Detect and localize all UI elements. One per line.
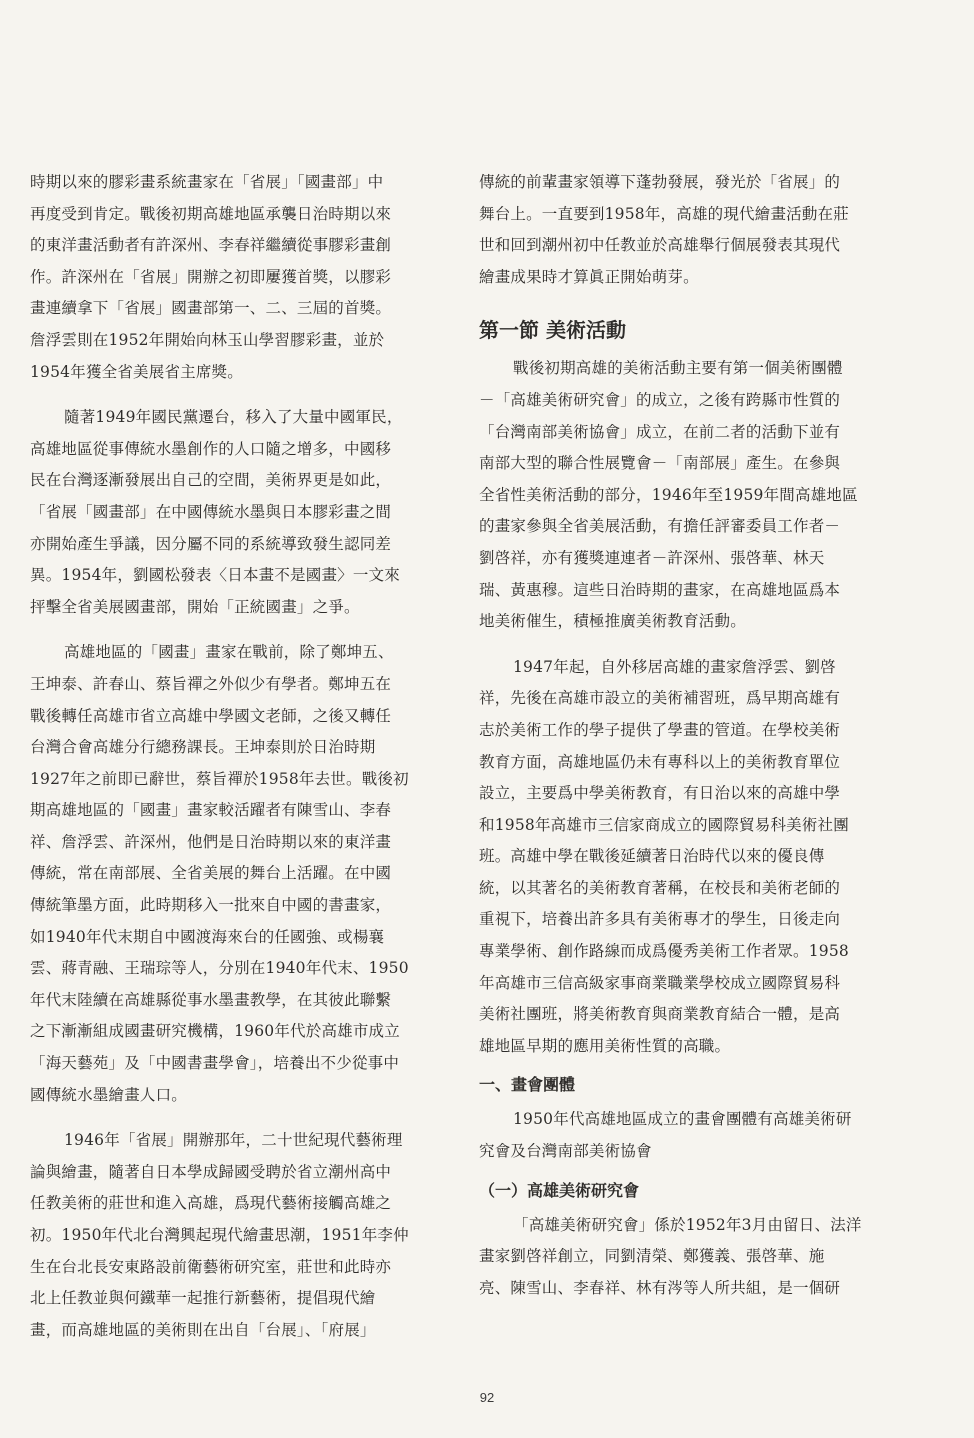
right-column (479, 167, 883, 1304)
text-line: 雲、蔣青融、王瑞琮等人，分別在1940年代末、1950 (30, 959, 409, 978)
text-line: 舞台上。一直要到1958年，高雄的現代繪畫活動在莊 (479, 204, 849, 223)
text-line: 重視下，培養出許多具有美術專才的學生，日後走向 (479, 910, 841, 929)
text-line: 抨擊全省美展國畫部，開始「正統國畫」之爭。 (30, 597, 360, 616)
text-line: 1950年代高雄地區成立的畫會團體有高雄美術研 (513, 1110, 852, 1129)
text-line: 統，以其著名的美術教育著稱，在校長和美術老師的 (479, 878, 841, 897)
paragraph-2 (30, 402, 432, 623)
text-line: 美術社團班，將美術教育與商業教育結合一體，是高 (479, 1005, 841, 1024)
text-line: 任教美術的莊世和進入高雄，爲現代藝術接觸高雄之 (30, 1194, 392, 1213)
text-line: 的畫家參與全省美展活動，有擔任評審委員工作者－ (479, 517, 841, 536)
text-line: 初。1950年代北台灣興起現代繪畫思潮，1951年李仲 (30, 1226, 409, 1244)
text-line: 世和回到潮州初中任教並於高雄舉行個展發表其現代 (479, 236, 841, 255)
text-line: 瑞、黃惠穆。這些日治時期的畫家，在高雄地區爲本 (479, 580, 841, 599)
text-line: 亦開始產生爭議，因分屬不同的系統導致發生認同差 (30, 534, 392, 553)
text-line: 畫連續拿下「省展」國畫部第一、二、三屆的首獎。 (30, 299, 392, 318)
subsubsection-heading: （一）高雄美術研究會 (479, 1180, 640, 1200)
text-line: 國傳統水墨繪畫人口。 (30, 1085, 188, 1104)
text-line: 民在台灣逐漸發展出自己的空間，美術界更是如此， (30, 471, 392, 490)
text-line: 隨著1949年國民黨遷台，移入了大量中國軍民， (64, 408, 403, 427)
subsection-heading: 一、畫會團體 (479, 1075, 576, 1095)
text-line: 期高雄地區的「國畫」畫家較活躍者有陳雪山、李春 (30, 801, 392, 820)
text-line: 繪畫成果時才算眞正開始萌芽。 (479, 267, 699, 286)
continued-paragraph (479, 167, 883, 293)
text-line: 「海天藝苑」及「中國書畫學會」，培養出不少從事中 (30, 1054, 400, 1073)
text-line: 北上任教並與何鐵華一起推行新藝術，提倡現代繪 (30, 1289, 376, 1308)
text-line: 傳統筆墨方面，此時期移入一批來自中國的書畫家， (30, 896, 392, 915)
paragraph-1 (30, 167, 432, 388)
text-line: 「高雄美術研究會」係於1952年3月由留日、法洋 (513, 1215, 862, 1234)
paragraph-gap (30, 1111, 432, 1125)
text-line: 高雄地區從事傳統水墨創作的人口隨之增多，中國移 (30, 439, 392, 458)
text-line: 傳統的前輩畫家領導下蓬勃發展，發光於「省展」的 (479, 173, 841, 191)
text-line: 高雄地區的「國畫」畫家在戰前，除了鄭坤五、 (64, 643, 394, 662)
text-line: 亮、陳雪山、李春祥、林有涔等人所共組，是一個研 (479, 1278, 841, 1297)
subsubsection-paragraph (479, 1210, 883, 1305)
text-line: 「台灣南部美術協會」成立，在前二者的活動下並有 (479, 422, 841, 441)
text-line: 異。1954年，劉國松發表〈日本畫不是國畫〉一文來 (30, 566, 400, 585)
text-line: 如1940年代末期自中國渡海來台的任國強、或楊襄 (30, 927, 385, 946)
section-paragraph-1 (479, 353, 883, 637)
text-line: 1927年之前即已辭世，蔡旨禪於1958年去世。戰後初 (30, 769, 409, 788)
text-line: 「省展「國畫部」在中國傳統水墨與日本膠彩畫之間 (30, 502, 392, 521)
text-line: 傳統，常在南部展、全省美展的舞台上活躍。在中國 (30, 864, 392, 883)
text-line: 論與繪畫，隨著自日本學成歸國受聘於省立潮州高中 (30, 1162, 392, 1181)
text-line: 雄地區早期的應用美術性質的高職。 (479, 1036, 731, 1055)
paragraph-4 (30, 1125, 432, 1346)
text-line: 戰後轉任高雄市省立高雄中學國文老師，之後又轉任 (30, 706, 392, 725)
text-line: 和1958年高雄市三信家商成立的國際貿易科美術社團 (479, 815, 849, 834)
paragraph-gap (479, 638, 883, 652)
subsection-paragraph (479, 1104, 883, 1167)
text-line: 作。許深州在「省展」開辦之初即屢獲首獎，以膠彩 (30, 267, 392, 286)
text-line: 全省性美術活動的部分，1946年至1959年間高雄地區 (479, 485, 858, 504)
text-line: 生在台北長安東路設前衛藝術研究室，莊世和此時亦 (30, 1257, 392, 1276)
paragraph-3 (30, 637, 432, 1111)
text-line: 詹浮雲則在1952年開始向林玉山學習膠彩畫，並於 (30, 330, 385, 349)
text-line: 設立，主要爲中學美術教育，有日治以來的高雄中學 (479, 784, 841, 803)
text-line: 台灣合會高雄分行總務課長。王坤泰則於日治時期 (30, 738, 376, 757)
text-line: 王坤泰、許春山、蔡旨禪之外似少有學者。鄭坤五在 (30, 674, 392, 693)
text-line: 究會及台灣南部美術協會 (479, 1142, 652, 1161)
text-line: 專業學術、創作路線而成爲優秀美術工作者眾。1958 (479, 942, 849, 961)
text-line: 1946年「省展」開辦那年，二十世紀現代藝術理 (64, 1131, 403, 1150)
text-line: 祥，先後在高雄市設立的美術補習班，爲早期高雄有 (479, 689, 841, 708)
text-line: 的東洋畫活動者有許深州、李春祥繼續從事膠彩畫創 (30, 236, 392, 255)
text-line: 再度受到肯定。戰後初期高雄地區承襲日治時期以來 (30, 204, 392, 223)
text-line: 1954年獲全省美展省主席獎。 (30, 362, 243, 381)
left-column (30, 167, 432, 1346)
text-line: 年高雄市三信高級家事商業職業學校成立國際貿易科 (479, 973, 841, 992)
section-paragraph-2 (479, 652, 883, 1063)
text-line: 1947年起，自外移居高雄的畫家詹浮雲、劉啓 (513, 657, 836, 676)
text-line: 戰後初期高雄的美術活動主要有第一個美術團體 (513, 359, 843, 378)
page-number: 92 (479, 1390, 495, 1405)
text-line: 之下漸漸組成國畫研究機構，1960年代於高雄市成立 (30, 1022, 400, 1041)
paragraph-gap (30, 623, 432, 637)
text-line: 南部大型的聯合性展覽會－「南部展」產生。在參與 (479, 454, 841, 473)
text-line: 地美術催生，積極推廣美術教育活動。 (479, 612, 746, 631)
text-line: 畫家劉啓祥創立，同劉清榮、鄭獲義、張啓華、施 (479, 1247, 825, 1266)
text-line: 劉啓祥，亦有獲獎連連者－許深州、張啓華、林天 (479, 548, 825, 567)
text-line: 班。高雄中學在戰後延續著日治時代以來的優良傳 (479, 847, 825, 866)
paragraph-gap (30, 388, 432, 402)
text-line: 畫，而高雄地區的美術則在出自「台展」、「府展」 (30, 1320, 376, 1339)
text-line: 時期以來的膠彩畫系統畫家在「省展」「國畫部」中 (30, 173, 384, 191)
text-line: 志於美術工作的學子提供了學畫的管道。在學校美術 (479, 720, 841, 739)
text-line: 祥、詹浮雲、許深州，他們是日治時期以來的東洋畫 (30, 832, 392, 851)
text-line: 教育方面，高雄地區仍未有專科以上的美術教育單位 (479, 752, 841, 771)
text-line: 年代末陸續在高雄縣從事水墨畫教學，在其彼此聯繫 (30, 990, 392, 1009)
section-heading: 第一節 美術活動 (479, 318, 626, 343)
text-line: －「高雄美術研究會」的成立，之後有跨縣市性質的 (479, 390, 841, 409)
